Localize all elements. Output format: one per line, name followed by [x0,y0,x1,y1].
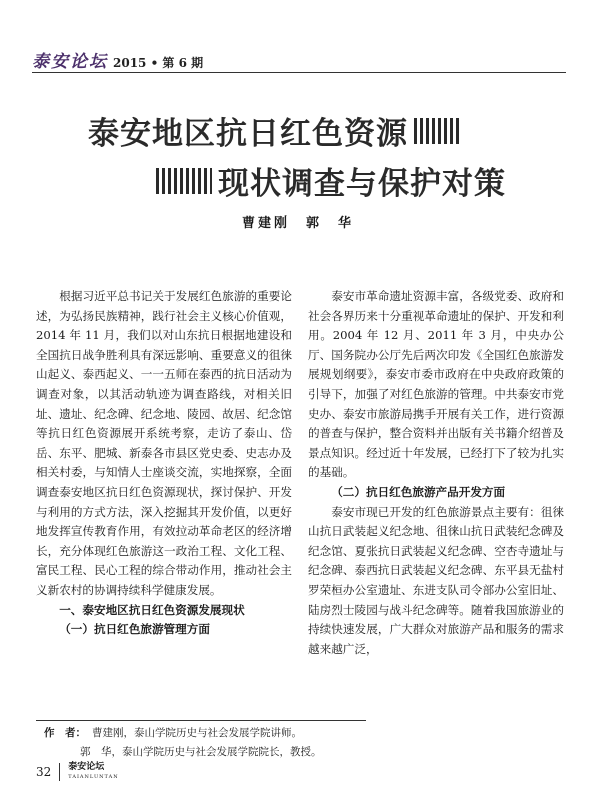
title-line-1 [88,108,466,153]
title-stripe-decoration [156,168,212,194]
title-line-2 [150,158,506,203]
footnote-line-2: 郭 华，泰山学院历史与社会发展学院院长，教授。 [80,746,322,758]
body-paragraph: 泰安市革命遗址资源丰富，各级党委、政府和社会各界历来十分重视革命遗址的保护、开发和利用。2004 年 12 月、2011 年 3 月，中央办公厅、国务院办公厅先后两次印发《全国红色旅游发展规划纲要》，泰安市委市政府在中央政府政策的引导下，加强了对红色旅游的管理。中共泰安市党史办、泰安市旅游局携手开展有关工作，进行资源的普查与保护，整合资料并出版有关书籍介绍普及景点知识。经过近十年发展，已经打下了较为扎实的基础。 [308,289,564,480]
footer-brand [68,762,118,782]
right-column [308,287,564,659]
footnote-line-1: 曹建刚，泰山学院历史与社会发展学院讲师。 [92,727,302,739]
issue-label: 2015 • 第 6 期 [113,56,204,70]
journal-name: 泰安论坛 [32,52,108,72]
left-column [36,287,292,640]
footer-brand-en: TAIANLUNTAN [68,774,119,780]
header-rule [32,72,566,73]
body-paragraph: 根据习近平总书记关于发展红色旅游的重要论述，为弘扬民族精神，践行社会主义核心价值观，2014 年 11 月，我们以对山东抗日根据地建设和全国抗日战争胜利具有深远影响、重要意义的徂徕山起义、泰西起义、一一五师在泰西的抗日活动为调查对象，以其活动轨迹为调查路线，对相关旧址、遗址、纪念碑、纪念地、陵园、故居、纪念馆等抗日红色资源展开系统考察，走访了泰山、岱岳、东平、肥城、新泰各市县区党史委、史志办及相关村委，与知情人士座谈交流，实地探察，全面调查泰安地区抗日红色资源现状，探讨保护、开发与利用的方式方法，深入挖掘其开发价值，以更好地发挥宣传教育作用，有效拉动革命老区的经济增长，充分体现红色旅游这一政治工程、文化工程、富民工程、民心工程的综合带动作用，推动社会主义新农村的协调持续科学健康发展。 [36,289,292,597]
author-footnote [44,724,322,762]
page-number: 32 [36,765,52,779]
footer-brand-zh: 泰安论坛 [68,762,105,772]
footnote-rule [36,720,366,721]
page-footer [36,762,119,782]
footnote-label: 作 者： [44,727,86,739]
running-header [32,47,203,72]
body-paragraph: 泰安市现已开发的红色旅游景点主要有：徂徕山抗日武装起义纪念地、徂徕山抗日武装纪念碑及纪念馆、夏张抗日武装起义纪念碑、空杏寺遗址与纪念碑、泰西抗日武装起义纪念碑、东平县无盐村罗荣桓办公室遗址、东进支队司令部办公室旧址、陆房烈士陵园与战斗纪念碑等。随着我国旅游业的持续快速发展，广大群众对旅游产品和服务的需求越来越广泛， [308,504,564,656]
subsection-heading: （二）抗日红色旅游产品开发方面 [331,484,506,499]
title-text-2: 现状调查与保护对策 [218,166,506,202]
section-heading: 一、泰安地区抗日红色资源发展现状 [59,602,245,617]
subsection-heading: （一）抗日红色旅游管理方面 [59,622,210,637]
title-stripe-decoration [414,118,460,144]
footer-divider [59,763,60,781]
author-line: 曹建刚 郭 华 [241,216,354,231]
title-text-1: 泰安地区抗日红色资源 [88,116,408,152]
